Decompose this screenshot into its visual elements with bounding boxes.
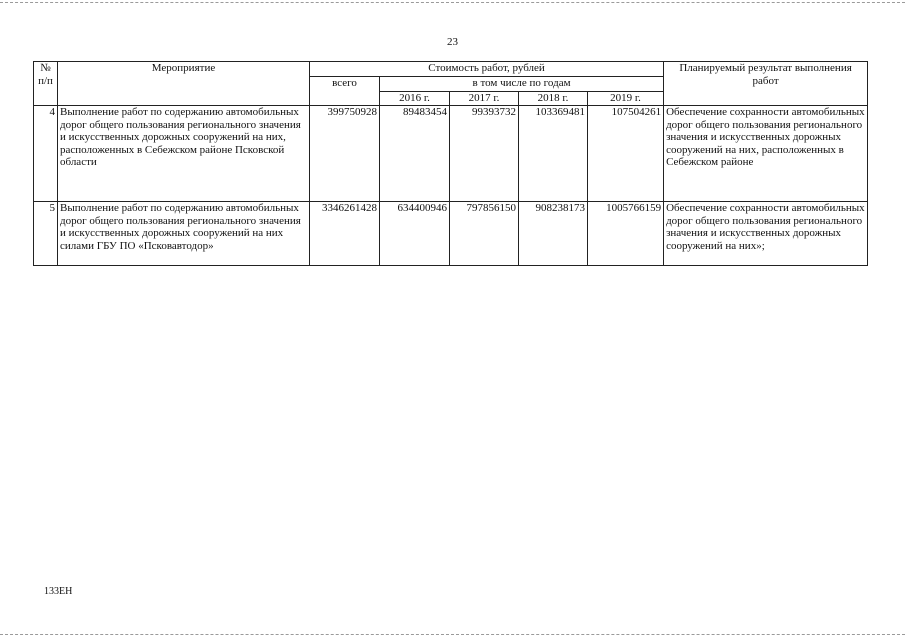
table-row [34, 202, 868, 266]
col-header-2019: 2019 г. [588, 92, 664, 106]
cell-2018: 103369481 [519, 106, 588, 202]
cell-2019: 107504261 [588, 106, 664, 202]
col-header-total: всего [310, 77, 380, 106]
cell-result: Обеспечение сохранности автомобильных дорог общего пользования регионального значения и искусственных дорожных сооружений на них»; [664, 202, 868, 266]
cell-2019: 1005766159 [588, 202, 664, 266]
cell-2016: 634400946 [380, 202, 450, 266]
scan-edge-bottom [0, 634, 905, 635]
col-header-event: Мероприятие [58, 62, 310, 106]
table-row [34, 106, 868, 202]
cell-event: Выполнение работ по содержанию автомобильных дорог общего пользования регионального значения и искусственных дорожных сооружений на них силами ГБУ ПО «Псковавтодор» [58, 202, 310, 266]
cell-2017: 99393732 [450, 106, 519, 202]
page-number: 23 [447, 36, 458, 48]
scan-edge-top [0, 2, 905, 3]
cell-2017: 797856150 [450, 202, 519, 266]
cell-2016: 89483454 [380, 106, 450, 202]
footer-code: 133ЕН [44, 586, 73, 597]
col-header-num: № п/п [34, 62, 58, 106]
col-header-2016: 2016 г. [380, 92, 450, 106]
cell-total: 399750928 [310, 106, 380, 202]
col-header-result: Планируемый результат выполнения работ [664, 62, 868, 106]
cell-num: 5 [34, 202, 58, 266]
cell-2018: 908238173 [519, 202, 588, 266]
col-header-cost: Стоимость работ, рублей [310, 62, 664, 77]
cell-total: 3346261428 [310, 202, 380, 266]
col-header-2018: 2018 г. [519, 92, 588, 106]
cell-result: Обеспечение сохранности автомобильных дорог общего пользования регионального значения и искусственных дорожных сооружений на них, расположенных в Себежском районе [664, 106, 868, 202]
works-table [33, 61, 868, 266]
cell-num: 4 [34, 106, 58, 202]
header-row-1 [34, 62, 868, 77]
cell-event: Выполнение работ по содержанию автомобильных дорог общего пользования регионального значения и искусственных дорожных сооружений на них, расположенных в Себежском районе Псковской области [58, 106, 310, 202]
col-header-by-years: в том числе по годам [380, 77, 664, 92]
col-header-2017: 2017 г. [450, 92, 519, 106]
